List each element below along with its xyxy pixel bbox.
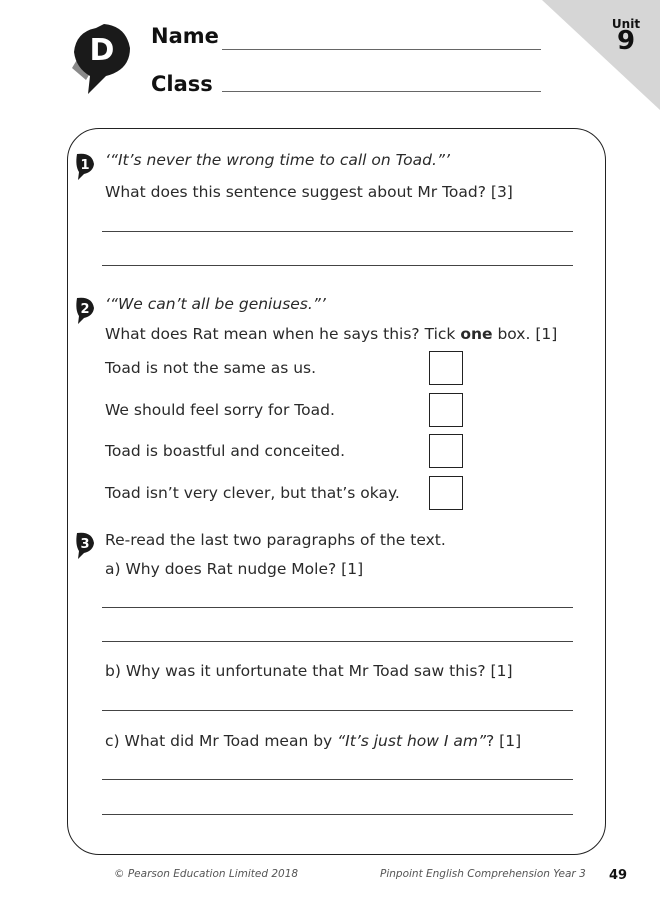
question-2-marker [74, 296, 96, 324]
copyright-notice: © Pearson Education Limited 2018 [114, 868, 299, 880]
logo-letter: D [89, 33, 115, 68]
tick-box[interactable] [429, 351, 463, 385]
svg-text:3: 3 [80, 537, 90, 552]
option-label: Toad is boastful and conceited. [105, 442, 346, 460]
question-3c-prompt: c) What did Mr Toad mean by “It’s just how I am”? [1] [105, 732, 522, 750]
question-2-prompt: What does Rat mean when he says this? Tick one box. [1] [105, 325, 558, 343]
answer-line[interactable] [102, 641, 573, 642]
option-label: Toad isn’t very clever, but that’s okay. [105, 484, 400, 502]
tick-box[interactable] [429, 393, 463, 427]
question-3-intro: Re-read the last two paragraphs of the text. [105, 531, 446, 549]
answer-line[interactable] [102, 231, 573, 232]
page-number: 49 [609, 868, 628, 883]
question-3-marker [74, 531, 96, 559]
option-label: We should feel sorry for Toad. [105, 401, 335, 419]
unit-number: 9 [616, 26, 636, 56]
option-label: Toad is not the same as us. [105, 359, 317, 377]
answer-line[interactable] [102, 265, 573, 266]
name-field-line[interactable] [222, 49, 541, 50]
question-1-marker [74, 152, 96, 180]
class-label: Class [151, 72, 213, 96]
answer-line[interactable] [102, 710, 573, 711]
answer-line[interactable] [102, 779, 573, 780]
tick-box[interactable] [429, 434, 463, 468]
question-1-quote: ‘“It’s never the wrong time to call on Toad.”’ [105, 151, 450, 169]
name-label: Name [151, 24, 219, 48]
unit-d-logo [64, 18, 134, 96]
answer-line[interactable] [102, 607, 573, 608]
question-3a-prompt: a) Why does Rat nudge Mole? [1] [105, 560, 364, 578]
unit-label: Unit [611, 17, 641, 31]
class-field-line[interactable] [222, 91, 541, 92]
book-title: Pinpoint English Comprehension Year 3 [380, 868, 586, 880]
answer-line[interactable] [102, 814, 573, 815]
question-2-quote: ‘“We can’t all be geniuses.”’ [105, 295, 326, 313]
svg-text:1: 1 [80, 158, 90, 173]
question-1-prompt: What does this sentence suggest about Mr Toad? [3] [105, 183, 513, 201]
svg-text:2: 2 [80, 302, 90, 317]
tick-box[interactable] [429, 476, 463, 510]
question-3b-prompt: b) Why was it unfortunate that Mr Toad saw this? [1] [105, 662, 513, 680]
